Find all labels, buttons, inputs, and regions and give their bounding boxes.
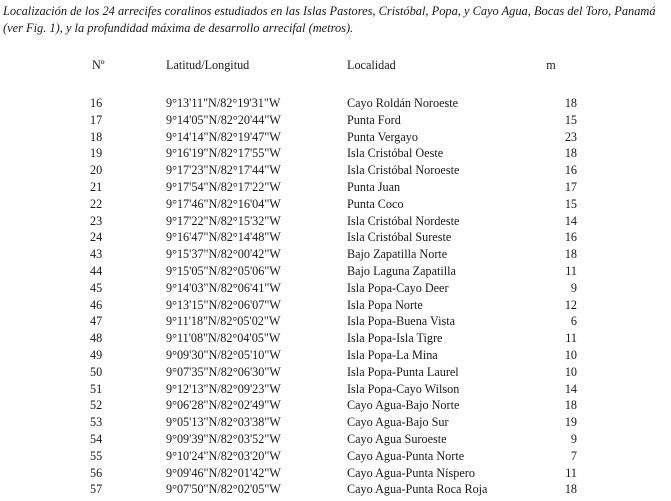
cell-locality: Cayo Agua-Bajo Norte bbox=[347, 398, 460, 413]
cell-depth: 18 bbox=[564, 146, 577, 161]
cell-locality: Bajo Zapatilla Norte bbox=[347, 247, 448, 262]
table-row bbox=[80, 397, 577, 414]
cell-locality: Cayo Agua-Punta Norte bbox=[347, 448, 465, 463]
cell-locality: Isla Popa-Cayo Wilson bbox=[347, 381, 460, 396]
table-row bbox=[80, 448, 577, 465]
table-row bbox=[80, 330, 577, 347]
cell-depth: 23 bbox=[564, 129, 577, 144]
table-row bbox=[80, 414, 577, 431]
cell-locality: Cayo Agua-Punta Níspero bbox=[347, 465, 475, 480]
table-row bbox=[80, 229, 577, 246]
header-locality: Localidad bbox=[347, 58, 396, 72]
cell-number: 51 bbox=[90, 381, 103, 396]
cell-latlon: 9°11'08"N/82°04'05"W bbox=[166, 331, 281, 346]
table-row bbox=[80, 431, 577, 448]
cell-number: 46 bbox=[90, 297, 103, 312]
table-header-row bbox=[80, 58, 577, 78]
cell-depth: 14 bbox=[564, 381, 577, 396]
cell-depth: 14 bbox=[564, 213, 577, 228]
table-row bbox=[80, 162, 577, 179]
cell-number: 19 bbox=[90, 146, 103, 161]
cell-locality: Cayo Agua-Punta Roca Roja bbox=[347, 482, 488, 497]
cell-depth: 10 bbox=[564, 364, 577, 379]
cell-latlon: 9°09'30"N/82°05'10"W bbox=[166, 347, 281, 362]
cell-number: 23 bbox=[90, 213, 103, 228]
cell-latlon: 9°17'23"N/82°17'44"W bbox=[166, 163, 281, 178]
cell-latlon: 9°15'05"N/82°05'06"W bbox=[166, 263, 281, 278]
cell-latlon: 9°05'13"N/82°03'38"W bbox=[166, 415, 281, 430]
table-row bbox=[80, 145, 577, 162]
cell-depth: 18 bbox=[564, 482, 577, 497]
table-caption: Localización de los 24 arrecifes coralinos estudiados en las Islas Pastores, Cristóbal, Popa, y Cayo Agua, Bocas del Toro, Panamá (ver Fig. 1), y la profundidad máxima de desarrollo arrecifal (metros). bbox=[3, 4, 656, 35]
cell-locality: Isla Cristóbal Sureste bbox=[347, 230, 452, 245]
cell-number: 44 bbox=[90, 263, 103, 278]
cell-depth: 18 bbox=[564, 247, 577, 262]
header-number: Nº bbox=[92, 58, 105, 72]
cell-locality: Cayo Agua-Bajo Sur bbox=[347, 415, 449, 430]
cell-latlon: 9°14'05"N/82°20'44"W bbox=[166, 112, 281, 127]
cell-number: 52 bbox=[90, 398, 103, 413]
cell-locality: Punta Vergayo bbox=[347, 129, 418, 144]
cell-locality: Isla Popa-Punta Laurel bbox=[347, 364, 459, 379]
cell-latlon: 9°16'19"N/82°17'55"W bbox=[166, 146, 281, 161]
cell-depth: 12 bbox=[564, 297, 577, 312]
cell-locality: Isla Popa Norte bbox=[347, 297, 423, 312]
cell-depth: 19 bbox=[564, 415, 577, 430]
cell-number: 49 bbox=[90, 347, 103, 362]
table-row bbox=[80, 465, 577, 482]
cell-number: 56 bbox=[90, 465, 103, 480]
cell-number: 20 bbox=[90, 163, 103, 178]
table-row bbox=[80, 297, 577, 314]
cell-number: 57 bbox=[90, 482, 103, 497]
cell-number: 54 bbox=[90, 431, 103, 446]
cell-latlon: 9°14'14"N/82°19'47"W bbox=[166, 129, 281, 144]
cell-locality: Isla Popa-La Mina bbox=[347, 347, 438, 362]
cell-latlon: 9°15'37"N/82°00'42"W bbox=[166, 247, 281, 262]
table-row bbox=[80, 347, 577, 364]
cell-locality: Punta Ford bbox=[347, 112, 401, 127]
table-row bbox=[80, 280, 577, 297]
cell-latlon: 9°13'15"N/82°06'07"W bbox=[166, 297, 281, 312]
table-row bbox=[80, 129, 577, 146]
header-spacer bbox=[80, 78, 577, 95]
cell-locality: Cayo Agua Suroeste bbox=[347, 431, 447, 446]
cell-latlon: 9°17'22"N/82°15'32"W bbox=[166, 213, 281, 228]
cell-depth: 16 bbox=[564, 230, 577, 245]
cell-locality: Isla Cristóbal Nordeste bbox=[347, 213, 460, 228]
cell-latlon: 9°06'28"N/82°02'49"W bbox=[166, 398, 281, 413]
cell-locality: Cayo Roldán Noroeste bbox=[347, 96, 459, 110]
cell-number: 18 bbox=[90, 129, 103, 144]
table-row bbox=[80, 179, 577, 196]
table-row bbox=[80, 112, 577, 129]
cell-latlon: 9°07'50"N/82°02'05"W bbox=[166, 482, 281, 497]
table-row bbox=[80, 364, 577, 381]
table-row bbox=[80, 246, 577, 263]
cell-latlon: 9°16'47"N/82°14'48"W bbox=[166, 230, 281, 245]
header-depth: m bbox=[546, 58, 556, 72]
cell-depth: 7 bbox=[570, 448, 577, 463]
cell-number: 21 bbox=[90, 179, 103, 194]
cell-depth: 11 bbox=[565, 331, 577, 346]
cell-latlon: 9°12'13"N/82°09'23"W bbox=[166, 381, 281, 396]
cell-depth: 16 bbox=[564, 163, 577, 178]
cell-number: 17 bbox=[90, 112, 103, 127]
table-row bbox=[80, 481, 577, 498]
cell-number: 22 bbox=[90, 196, 103, 211]
table-row bbox=[80, 263, 577, 280]
cell-locality: Isla Popa-Buena Vista bbox=[347, 314, 456, 329]
cell-depth: 17 bbox=[564, 179, 577, 194]
table-row bbox=[80, 196, 577, 213]
cell-depth: 11 bbox=[565, 465, 577, 480]
cell-number: 50 bbox=[90, 364, 103, 379]
cell-latlon: 9°11'18"N/82°05'02"W bbox=[166, 314, 281, 329]
table-row bbox=[80, 95, 577, 112]
cell-locality: Bajo Laguna Zapatilla bbox=[347, 263, 456, 278]
reef-locations-table bbox=[80, 58, 577, 498]
cell-number: 55 bbox=[90, 448, 103, 463]
header-latlon: Latitud/Longitud bbox=[166, 58, 250, 72]
cell-locality: Punta Juan bbox=[347, 179, 401, 194]
table-row bbox=[80, 213, 577, 230]
cell-number: 48 bbox=[90, 331, 103, 346]
cell-latlon: 9°13'11"N/82°19'31"W bbox=[166, 96, 281, 110]
cell-latlon: 9°14'03"N/82°06'41"W bbox=[166, 280, 281, 295]
cell-depth: 15 bbox=[564, 196, 577, 211]
cell-depth: 9 bbox=[570, 280, 577, 295]
cell-number: 24 bbox=[90, 230, 103, 245]
cell-locality: Isla Popa-Cayo Deer bbox=[347, 280, 449, 295]
cell-depth: 18 bbox=[564, 96, 577, 110]
cell-depth: 18 bbox=[564, 398, 577, 413]
cell-depth: 11 bbox=[565, 263, 577, 278]
cell-locality: Isla Cristóbal Oeste bbox=[347, 146, 444, 161]
table-row bbox=[80, 381, 577, 398]
cell-number: 47 bbox=[90, 314, 103, 329]
cell-latlon: 9°07'35"N/82°06'30"W bbox=[166, 364, 281, 379]
cell-latlon: 9°17'46"N/82°16'04"W bbox=[166, 196, 281, 211]
cell-locality: Isla Popa-Isla Tigre bbox=[347, 331, 443, 346]
cell-number: 45 bbox=[90, 280, 103, 295]
cell-latlon: 9°09'39"N/82°03'52"W bbox=[166, 431, 281, 446]
cell-depth: 6 bbox=[570, 314, 577, 329]
cell-latlon: 9°10'24"N/82°03'20"W bbox=[166, 448, 281, 463]
cell-depth: 9 bbox=[570, 431, 577, 446]
cell-latlon: 9°17'54"N/82°17'22"W bbox=[166, 179, 281, 194]
cell-latlon: 9°09'46"N/82°01'42"W bbox=[166, 465, 281, 480]
table-row bbox=[80, 313, 577, 330]
cell-number: 53 bbox=[90, 415, 103, 430]
cell-locality: Isla Cristóbal Noroeste bbox=[347, 163, 460, 178]
cell-depth: 10 bbox=[564, 347, 577, 362]
cell-number: 16 bbox=[90, 96, 103, 110]
cell-locality: Punta Coco bbox=[347, 196, 404, 211]
cell-depth: 15 bbox=[564, 112, 577, 127]
cell-number: 43 bbox=[90, 247, 103, 262]
